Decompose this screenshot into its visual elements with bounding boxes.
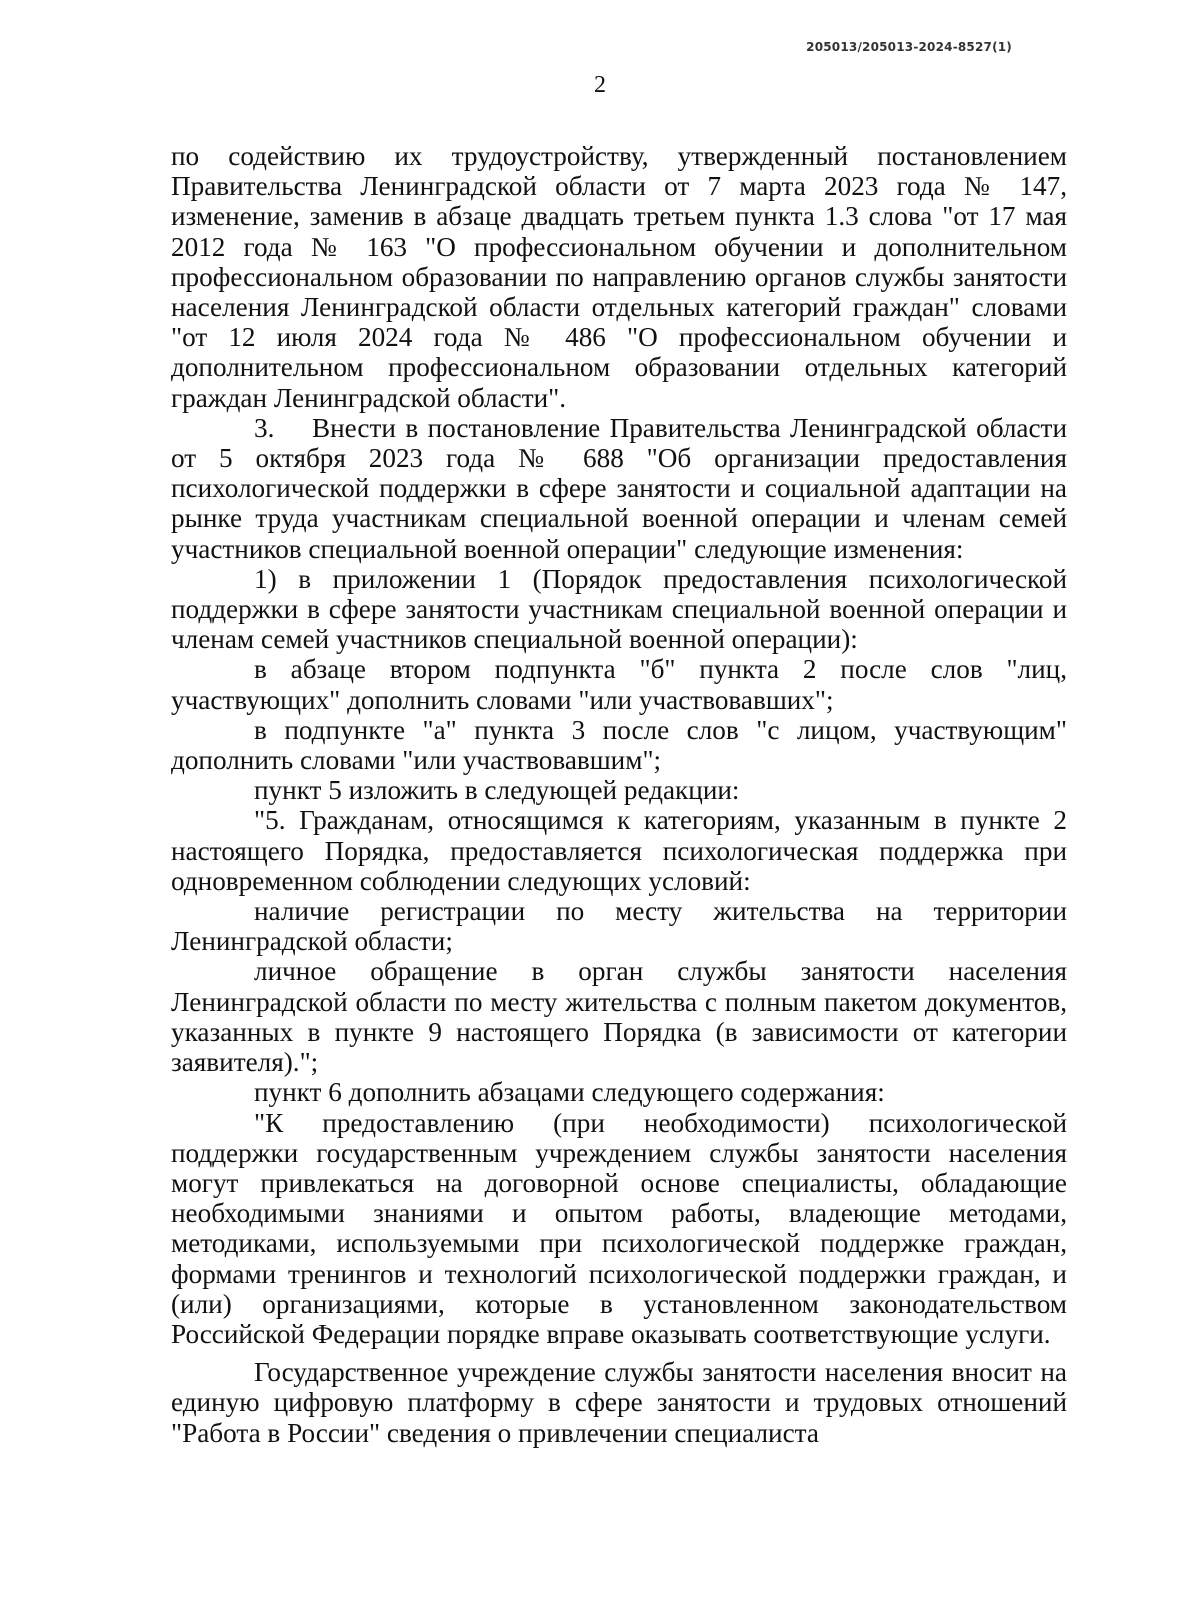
document-body (171, 141, 1067, 1448)
paragraph: пункт 5 изложить в следующей редакции: (254, 775, 740, 806)
paragraph: 1) в приложении 1 (Порядок предоставления психологической поддержки в сфере занятости участникам специальной военной операции и членам семей участников специальной военной операции): (171, 563, 1067, 655)
page-number: 2 (594, 72, 606, 98)
paragraph: "5. Гражданам, относящимся к категориям, указанным в пункте 2 настоящего Порядка, предоставляется психологическая поддержка при одновременном соблюдении следующих условий: (171, 805, 1067, 896)
paragraph: по содействию их трудоустройству, утвержденный постановлением Правительства Ленинградской области от 7 марта 2023 года № 147, изменение, заменив в абзаце двадцать третьем пункта 1.3 слова "от 17 мая 2012 года № 163 "О профессиональном обучении и дополнительном профессиональном образовании по направлению органов службы занятости населения Ленинградской области отдельных категорий граждан" словами "от 12 июля 2024 года № 486 "О профессиональном обучении и дополнительном профессиональном образовании отдельных категорий граждан Ленинградской области". (171, 141, 1067, 413)
paragraph: 3. Внести в постановление Правительства Ленинградской области от 5 октября 2023 года № 688 "Об организации предоставления психологической поддержки в сфере занятости и социальной адаптации на рынке труда участникам специальной военной операции и членам семей участников специальной военной операции" следующие изменения: (171, 412, 1067, 564)
paragraph: в абзаце втором подпункта "б" пункта 2 после слов "лиц, участвующих" дополнить словами "или участвовавших"; (171, 654, 1067, 715)
paragraph: в подпункте "а" пункта 3 после слов "с лицом, участвующим" дополнить словами "или участвовавшим"; (171, 714, 1067, 776)
document-id: 205013/205013-2024-8527(1) (806, 40, 1012, 54)
paragraph: пункт 6 дополнить абзацами следующего содержания: (254, 1077, 885, 1108)
paragraph: личное обращение в орган службы занятости населения Ленинградской области по месту жительства с полным пакетом документов, указанных в пункте 9 настоящего Порядка (в зависимости от категории заявителя)."; (171, 956, 1067, 1078)
paragraph: наличие регистрации по месту жительства на территории Ленинградской области; (171, 896, 1067, 957)
paragraph: Государственное учреждение службы занятости населения вносит на единую цифровую платформу в сфере занятости и трудовых отношений "Работа в России" сведения о привлечении специалиста (171, 1357, 1067, 1448)
paragraph: "К предоставлению (при необходимости) психологической поддержки государственным учреждением службы занятости населения могут привлекаться на договорной основе специалисты, обладающие необходимыми знаниями и опытом работы, владеющие методами, методиками, используемыми при психологической поддержке граждан, формами тренингов и технологий психологической поддержки граждан, и (или) организациями, которые в установленном законодательством Российской Федерации порядке вправе оказывать соответствующие услуги. (171, 1107, 1067, 1349)
